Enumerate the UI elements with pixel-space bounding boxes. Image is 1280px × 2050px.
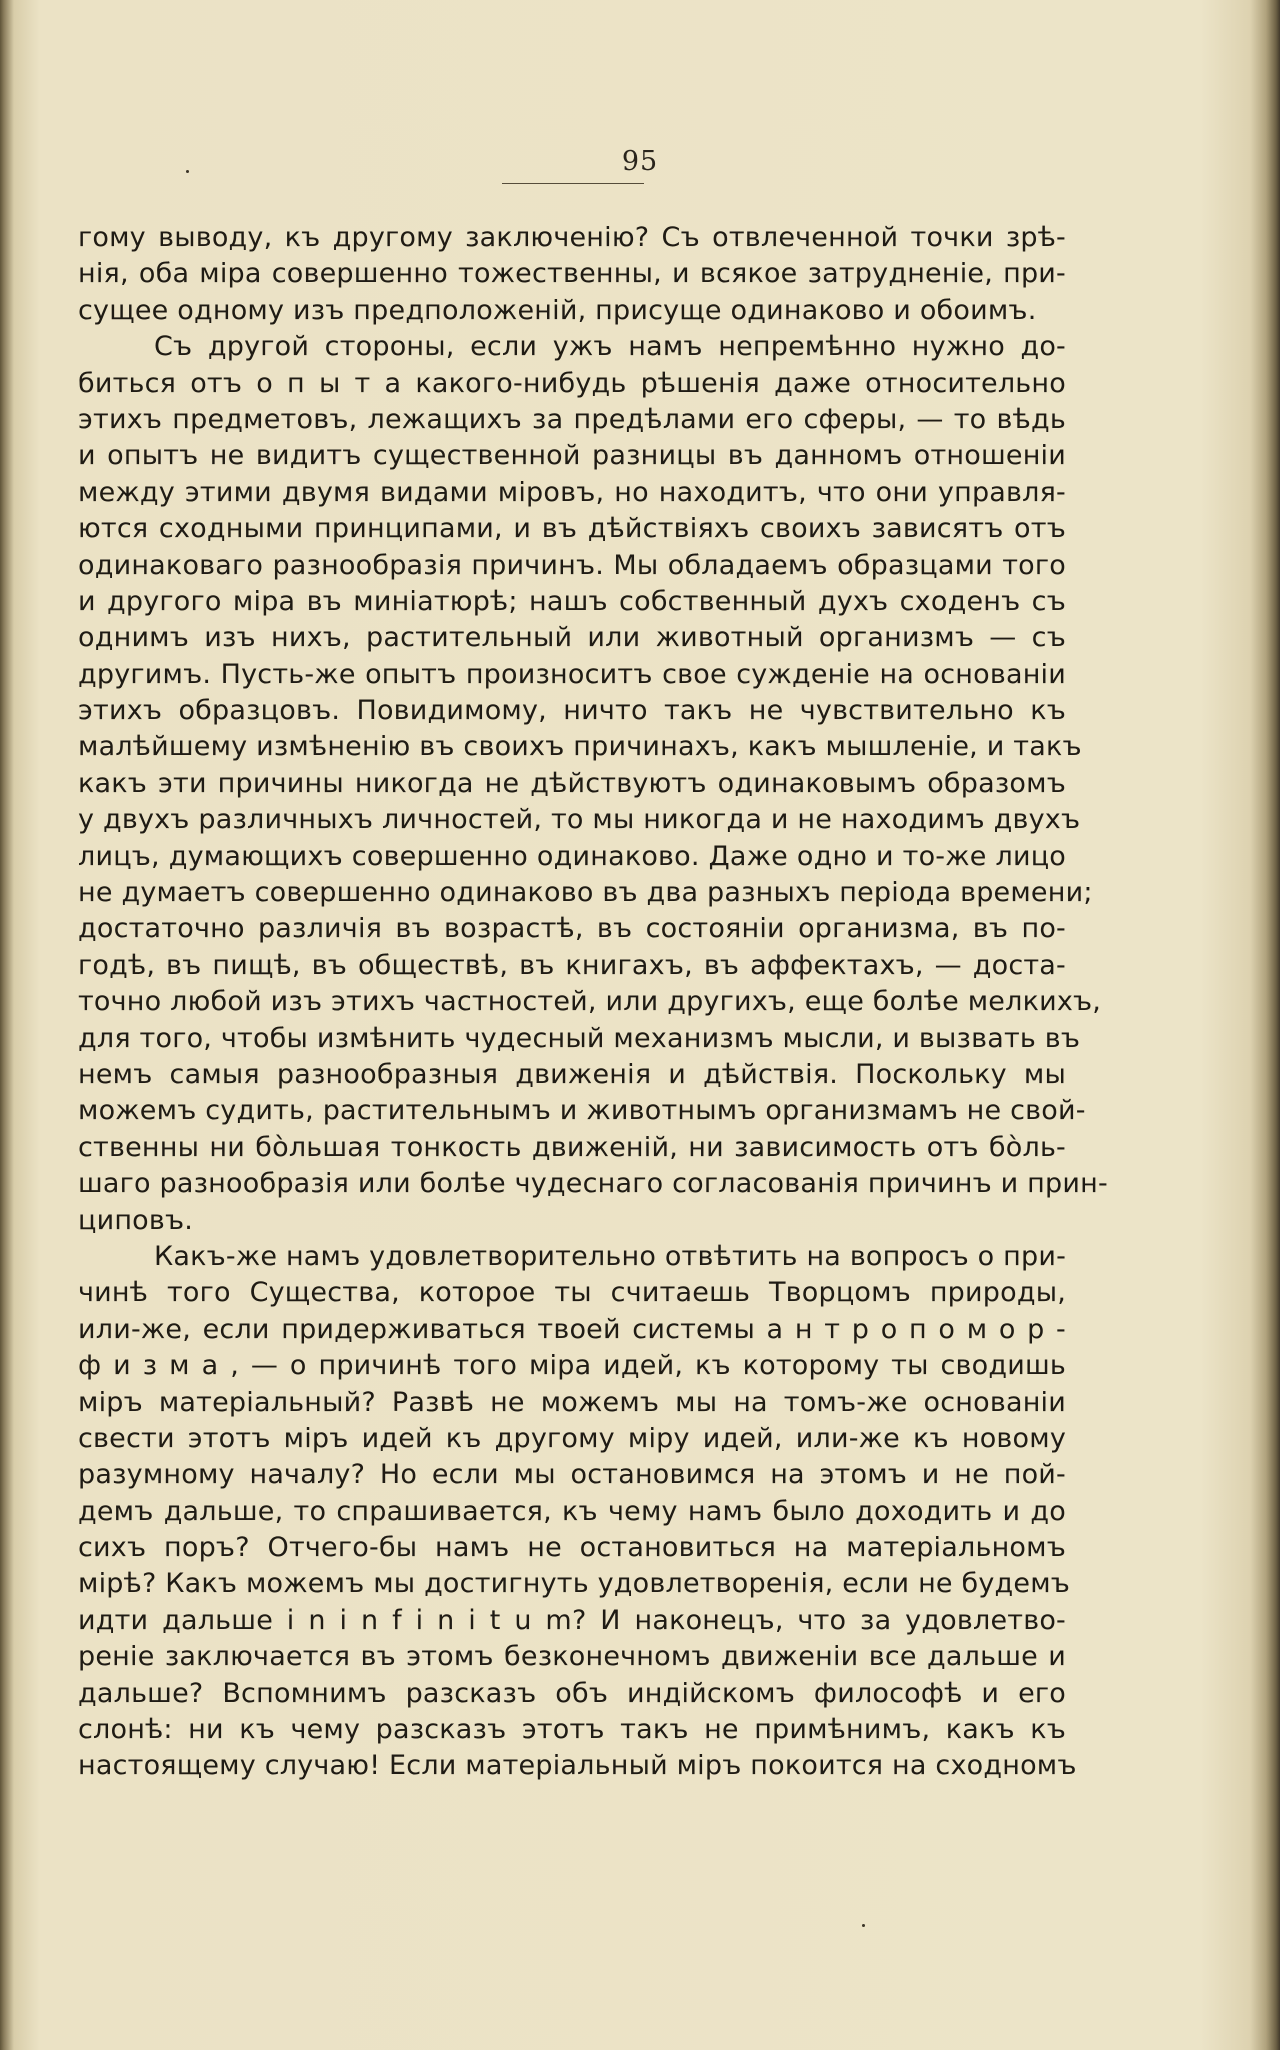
text-line: міръ матеріальный? Развѣ не можемъ мы на томъ-же основаніи xyxy=(78,1386,1066,1418)
text-line: циповъ. xyxy=(78,1204,194,1236)
text-line: чинѣ того Существа, которое ты считаешь Творцомъ природы, xyxy=(78,1277,1066,1309)
text-line: Какъ-же намъ удовлетворительно отвѣтить на вопросъ о при- xyxy=(154,1240,1067,1272)
text-line: для того, чтобы измѣнить чудесный механизмъ мысли, и вызвать въ xyxy=(78,1022,1081,1054)
ink-speck xyxy=(862,1924,865,1927)
text-line: биться отъ о п ы т а какого-нибудь рѣшенія даже относительно xyxy=(78,367,1066,399)
text-line: одинаковаго разнообразія причинъ. Мы обладаемъ образцами того xyxy=(78,549,1066,581)
text-line: можемъ судить, растительнымъ и животнымъ организмамъ не свой- xyxy=(78,1095,1086,1127)
text-line: мірѣ? Какъ можемъ мы достигнуть удовлетворенія, если не будемъ xyxy=(78,1568,1071,1600)
text-line: идти дальше i n i n f i n i t u m? И наконецъ, что за удовлетво- xyxy=(78,1604,1066,1636)
text-line: демъ дальше, то спрашивается, къ чему намъ было доходить и до xyxy=(78,1495,1066,1527)
text-line: не думаетъ совершенно одинаково въ два разныхъ періода времени; xyxy=(78,877,1093,909)
text-line: у двухъ различныхъ личностей, то мы никогда и не находимъ двухъ xyxy=(78,804,1081,836)
text-line: немъ самыя разнообразныя движенія и дѣйствія. Поскольку мы xyxy=(78,1058,1066,1090)
text-line: и другого міра въ миніатюрѣ; нашъ собственный духъ сходенъ съ xyxy=(78,585,1066,617)
text-line: слонѣ: ни къ чему разсказъ этотъ такъ не примѣнимъ, какъ къ xyxy=(78,1714,1066,1746)
text-line: какъ эти причины никогда не дѣйствуютъ одинаковымъ образомъ xyxy=(78,767,1066,799)
text-line: ются сходными принципами, и въ дѣйствіяхъ своихъ зависятъ отъ xyxy=(78,513,1066,545)
text-line: сущее одному изъ предположеній, присуще одинаково и обоимъ. xyxy=(78,294,1037,326)
body-text xyxy=(78,220,1108,1785)
text-line: дальше? Вспомнимъ разсказъ объ индійскомъ философѣ и его xyxy=(78,1677,1066,1709)
text-line: малѣйшему измѣненію въ своихъ причинахъ, какъ мышленіе, и такъ xyxy=(78,731,1082,763)
text-line: Съ другой стороны, если ужъ намъ непремѣнно нужно до- xyxy=(154,331,1066,363)
text-line: между этими двумя видами міровъ, но находитъ, что они управля- xyxy=(78,476,1066,508)
text-line: и опытъ не видитъ существенной разницы въ данномъ отношеніи xyxy=(78,440,1066,472)
text-line: разумному началу? Но если мы остановимся на этомъ и не пой- xyxy=(78,1459,1066,1491)
text-line: шаго разнообразія или болѣе чудеснаго согласованія причинъ и прин- xyxy=(78,1168,1108,1200)
text-line: нія, оба міра совершенно тожественны, и всякое затрудненіе, при- xyxy=(78,258,1066,290)
text-line: настоящему случаю! Если матеріальный міръ покоится на сходномъ xyxy=(78,1750,1077,1782)
text-line: однимъ изъ нихъ, растительный или животный организмъ — съ xyxy=(78,622,1066,654)
text-line: этихъ образцовъ. Повидимому, ничто такъ не чувствительно къ xyxy=(78,695,1066,727)
text-line: реніе заключается въ этомъ безконечномъ движеніи все дальше и xyxy=(78,1641,1066,1673)
page-number-rule xyxy=(502,183,644,184)
ink-speck xyxy=(186,170,189,173)
page-number: 95 xyxy=(621,146,659,177)
text-line: этихъ предметовъ, лежащихъ за предѣлами его сферы, — то вѣдь xyxy=(78,403,1066,435)
text-line: сихъ поръ? Отчего-бы намъ не остановиться на матеріальномъ xyxy=(78,1532,1066,1564)
text-line: свести этотъ міръ идей къ другому міру идей, или-же къ новому xyxy=(78,1422,1066,1454)
text-line: гому выводу, къ другому заключенію? Съ отвлеченной точки зрѣ- xyxy=(78,222,1066,253)
text-line: лицъ, думающихъ совершенно одинаково. Даже одно и то-же лицо xyxy=(78,840,1066,872)
text-line: другимъ. Пусть-же опытъ произноситъ свое сужденіе на основаніи xyxy=(78,658,1066,690)
text-line: ф и з м а , — о причинѣ того міра идей, къ которому ты сводишь xyxy=(78,1350,1066,1382)
text-line: или-же, если придерживаться твоей системы а н т р о п о м о р - xyxy=(78,1313,1066,1345)
text-line: ственны ни бо̀льшая тонкость движеній, ни зависимость отъ бо̀ль- xyxy=(78,1131,1066,1163)
text-line: точно любой изъ этихъ частностей, или другихъ, еще болѣе мелкихъ, xyxy=(78,986,1102,1018)
text-line: достаточно различія въ возрастѣ, въ состояніи организма, въ по- xyxy=(78,913,1066,945)
text-line: годѣ, въ пищѣ, въ обществѣ, въ книгахъ, въ аффектахъ, — доста- xyxy=(78,949,1066,981)
